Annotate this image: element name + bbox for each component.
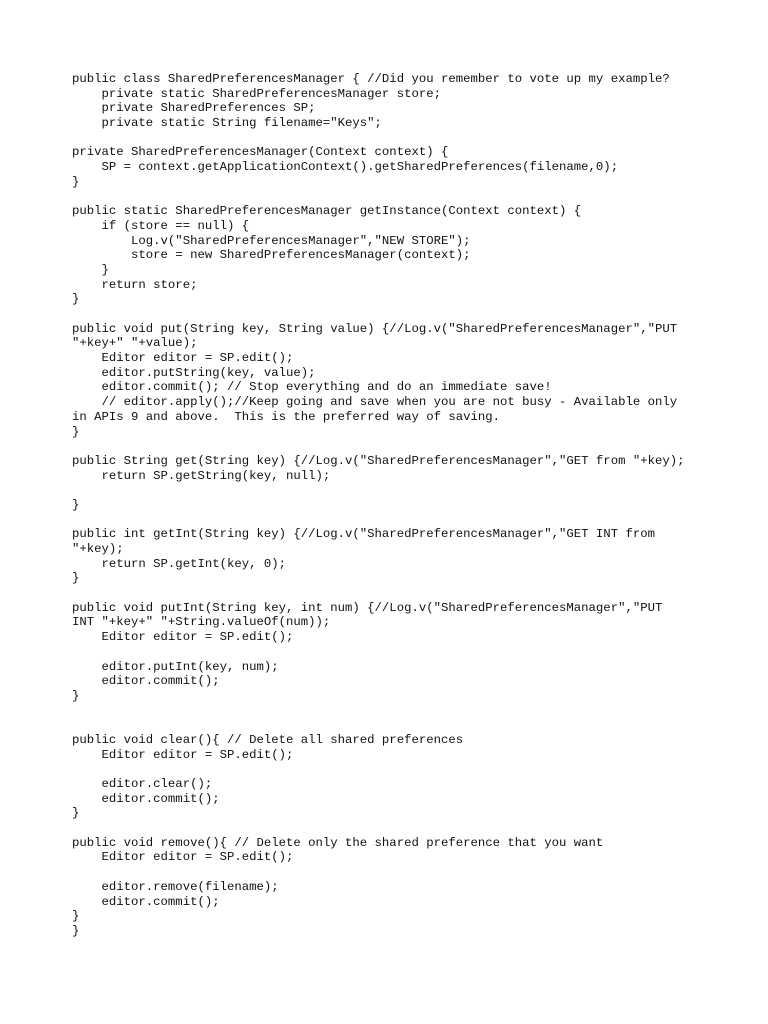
code-line: editor.commit();: [72, 791, 220, 806]
code-line: Editor editor = SP.edit();: [72, 850, 294, 865]
code-line: [72, 439, 712, 454]
code-line: [72, 718, 712, 733]
code-line: editor.putString(key, value);: [72, 365, 316, 380]
code-line: public void remove(){ // Delete only the shared preference that you want: [72, 835, 604, 850]
code-line: editor.remove(filename);: [72, 879, 279, 894]
code-line: [72, 645, 712, 660]
code-line: public void putInt(String key, int num) {//Log.v("SharedPreferencesManager","PUT: [72, 600, 663, 615]
code-line: editor.commit();: [72, 894, 220, 909]
code-line: editor.commit();: [72, 674, 220, 689]
code-line: }: [72, 806, 80, 821]
code-line: private static String filename="Keys";: [72, 116, 382, 131]
code-line: [72, 307, 712, 322]
code-line: [72, 586, 712, 601]
code-line: "+key+" "+value);: [72, 336, 198, 351]
code-line: [72, 190, 712, 205]
code-line: public class SharedPreferencesManager { //Did you remember to vote up my example?: [72, 72, 670, 86]
code-listing: [72, 72, 712, 939]
code-line: Editor editor = SP.edit();: [72, 630, 294, 645]
code-line: store = new SharedPreferencesManager(context);: [72, 248, 471, 263]
code-line: return store;: [72, 277, 198, 292]
code-line: [72, 483, 712, 498]
code-line: }: [72, 292, 80, 307]
code-line: }: [72, 424, 80, 439]
code-line: [72, 513, 712, 528]
code-line: private SharedPreferencesManager(Context context) {: [72, 145, 449, 160]
code-line: SP = context.getApplicationContext().getSharedPreferences(filename,0);: [72, 160, 619, 175]
code-line: private SharedPreferences SP;: [72, 101, 316, 116]
code-line: public void put(String key, String value) {//Log.v("SharedPreferencesManager","PUT: [72, 321, 678, 336]
code-line: INT "+key+" "+String.valueOf(num));: [72, 615, 331, 630]
code-line: in APIs 9 and above. This is the preferred way of saving.: [72, 409, 501, 424]
code-line: return SP.getString(key, null);: [72, 468, 331, 483]
code-line: Editor editor = SP.edit();: [72, 747, 294, 762]
code-line: editor.commit(); // Stop everything and do an immediate save!: [72, 380, 552, 395]
code-line: editor.putInt(key, num);: [72, 659, 279, 674]
code-line: [72, 131, 712, 146]
code-line: Editor editor = SP.edit();: [72, 351, 294, 366]
code-line: }: [72, 174, 80, 189]
code-line: public int getInt(String key) {//Log.v("SharedPreferencesManager","GET INT from: [72, 527, 655, 542]
code-line: [72, 821, 712, 836]
code-line: // editor.apply();//Keep going and save when you are not busy - Available only: [72, 395, 678, 410]
code-line: [72, 762, 712, 777]
code-line: return SP.getInt(key, 0);: [72, 556, 287, 571]
code-line: }: [72, 909, 80, 924]
code-line: if (store == null) {: [72, 218, 250, 233]
code-line: private static SharedPreferencesManager store;: [72, 86, 441, 101]
code-line: "+key);: [72, 542, 124, 556]
code-line: public void clear(){ // Delete all shared preferences: [72, 732, 464, 747]
code-line: }: [72, 571, 80, 586]
code-line: editor.clear();: [72, 777, 213, 791]
code-line: public String get(String key) {//Log.v("SharedPreferencesManager","GET from "+key);: [72, 453, 685, 468]
code-line: }: [72, 262, 109, 277]
code-line: [72, 704, 712, 719]
code-line: [72, 865, 712, 880]
code-line: }: [72, 923, 80, 938]
code-line: public static SharedPreferencesManager getInstance(Context context) {: [72, 204, 582, 219]
code-line: Log.v("SharedPreferencesManager","NEW STORE");: [72, 233, 471, 248]
code-line: }: [72, 688, 80, 703]
code-line: }: [72, 497, 80, 512]
